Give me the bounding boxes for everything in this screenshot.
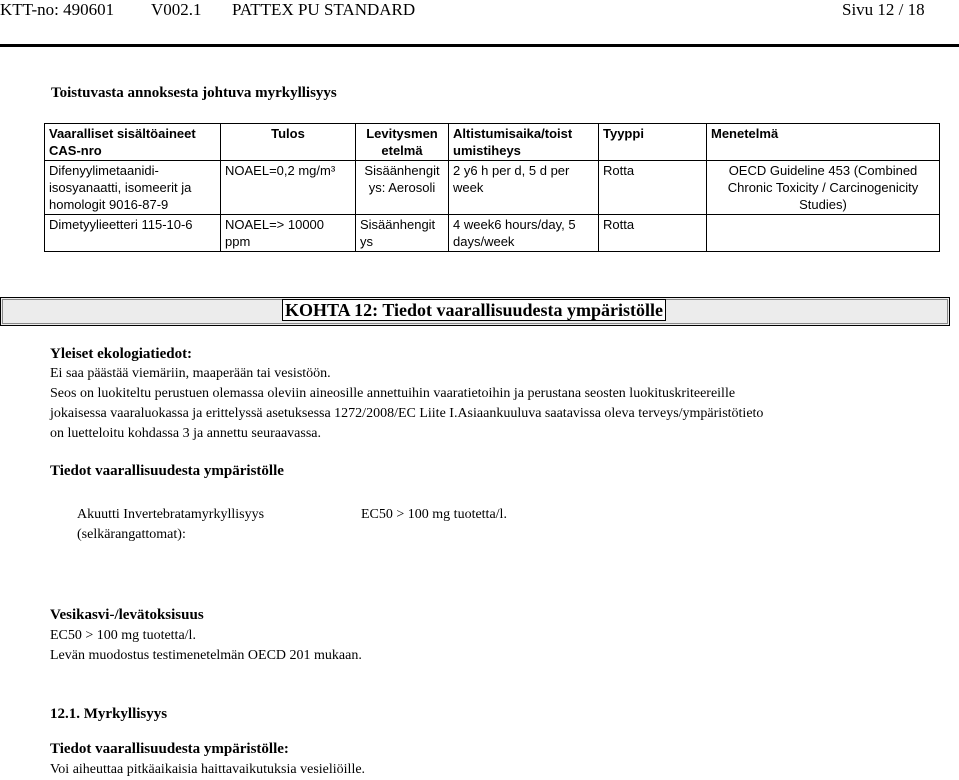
- general-eco-heading: Yleiset ekologiatiedot:: [50, 346, 193, 362]
- result-cell: NOAEL=0,2 mg/m³: [221, 161, 356, 215]
- algae-line: EC50 > 100 mg tuotetta/l.: [50, 628, 196, 643]
- repeated-dose-table: [44, 123, 940, 252]
- general-eco-line: jokaisessa vaaraluokassa ja erittelyssä asetuksessa 1272/2008/EC Liite I.Asiaankuuluva saatavissa oleva terveys/ympäristötieto: [50, 406, 764, 421]
- column-header: Altistumisaika/toist umistiheys: [449, 124, 599, 161]
- acute-invertebrate-value: EC50 > 100 mg tuotetta/l.: [361, 507, 507, 522]
- column-header: Menetelmä: [707, 124, 940, 161]
- table-row: [45, 161, 940, 215]
- general-eco-line: Ei saa päästää viemäriin, maaperään tai vesistöön.: [50, 366, 331, 381]
- general-eco-line: on luetteloitu kohdassa 3 ja annettu seuraavassa.: [50, 426, 321, 441]
- exposure-cell: 2 y6 h per d, 5 d per week: [449, 161, 599, 215]
- route-cell: Sisäänhengit ys: [356, 215, 449, 252]
- eco-hazard-heading-2: Tiedot vaarallisuudesta ympäristölle:: [50, 741, 289, 757]
- section-title: [0, 300, 948, 321]
- method-cell: [707, 215, 940, 252]
- page-number: Sivu 12 / 18: [842, 0, 925, 19]
- substance-cell: Dimetyylieetteri 115-10-6: [45, 215, 221, 252]
- result-cell: NOAEL=> 10000 ppm: [221, 215, 356, 252]
- column-header: Tyyppi: [599, 124, 707, 161]
- column-header: Vaaralliset sisältöaineet CAS-nro: [45, 124, 221, 161]
- section-title-text: KOHTA 12: Tiedot vaarallisuudesta ympäristölle: [282, 299, 666, 321]
- subsection-heading: 12.1. Myrkyllisyys: [50, 706, 168, 722]
- acute-invertebrate-label: (selkärangattomat):: [77, 527, 186, 542]
- algae-heading: Vesikasvi-/levätoksisuus: [50, 607, 204, 623]
- table-header-row: [45, 124, 940, 161]
- exposure-cell: 4 week6 hours/day, 5 days/week: [449, 215, 599, 252]
- repeated-dose-heading: Toistuvasta annoksesta johtuva myrkyllisyys: [51, 85, 337, 101]
- general-eco-line: Seos on luokiteltu perustuen olemassa oleviin aineosille annettuihin vaaratietoihin ja perustana seosten luokituskriteereille: [50, 386, 736, 401]
- algae-line: Levän muodostus testimenetelmän OECD 201 mukaan.: [50, 648, 362, 663]
- column-header: Tulos: [221, 124, 356, 161]
- substance-cell: Difenyylimetaanidi-isosyanaatti, isomeerit ja homologit 9016-87-9: [45, 161, 221, 215]
- eco-hazard-heading: Tiedot vaarallisuudesta ympäristölle: [50, 463, 284, 479]
- column-header: Levitysmen etelmä: [356, 124, 449, 161]
- acute-invertebrate-label: Akuutti Invertebratamyrkyllisyys: [77, 507, 265, 522]
- ktt-number: KTT-no: 490601: [0, 0, 115, 19]
- route-cell: Sisäänhengit ys: Aerosoli: [356, 161, 449, 215]
- species-cell: Rotta: [599, 161, 707, 215]
- table-row: [45, 215, 940, 252]
- version: V002.1: [151, 0, 202, 19]
- eco-hazard-line: Voi aiheuttaa pitkäaikaisia haittavaikutuksia vesieliöille.: [50, 762, 366, 777]
- species-cell: Rotta: [599, 215, 707, 252]
- product-name: PATTEX PU STANDARD: [232, 0, 416, 19]
- header-rule: [0, 44, 959, 47]
- method-cell: OECD Guideline 453 (Combined Chronic Toxicity / Carcinogenicity Studies): [707, 161, 940, 215]
